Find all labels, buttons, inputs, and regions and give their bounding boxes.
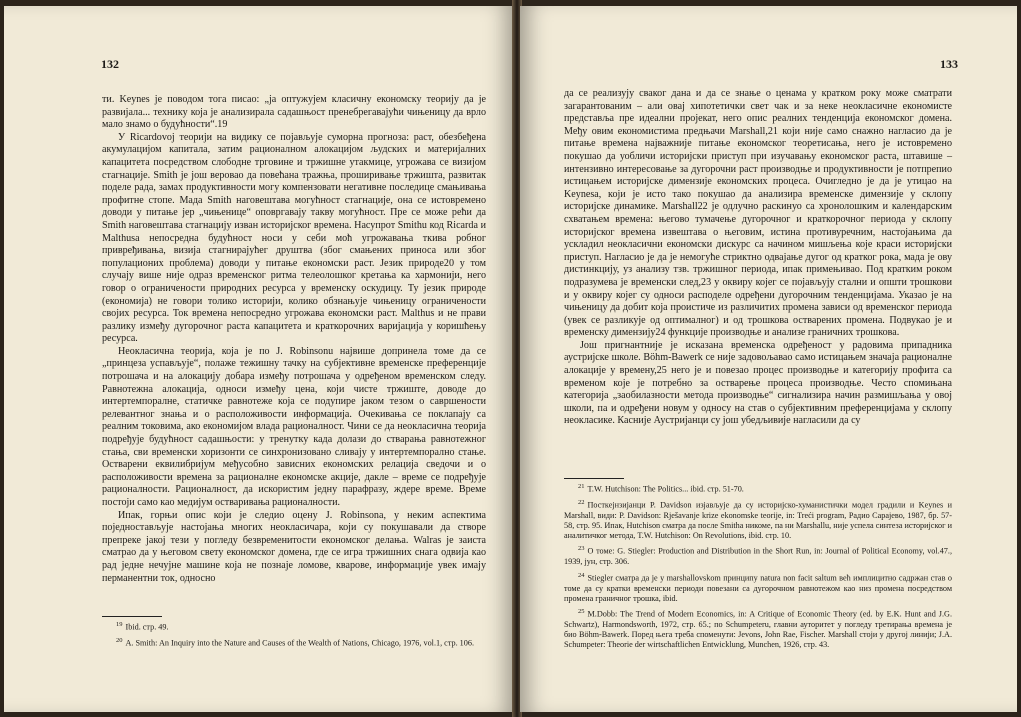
footnote — [102, 636, 486, 649]
right-body-text — [564, 88, 952, 428]
page-number-left: 132 — [101, 57, 119, 71]
footnote-text: A. Smith: An Inquiry into the Nature and Causes of the Wealth of Nations, Chicago, 1976, vol.1, стр. 106. — [125, 638, 475, 648]
left-body-text — [102, 94, 486, 585]
footnote-text: Ibid. стр. 49. — [125, 622, 169, 632]
footnote-number: 21 — [578, 483, 585, 490]
footnote-number: 23 — [578, 545, 585, 553]
footnote — [564, 544, 952, 567]
footnote-text: T.W. Hutchison: The Politics... ibid. стр. 51-70. — [587, 484, 744, 494]
paragraph: Неокласична теорија, која је по J. Robinsonu највише допринела томе да се „принцеза успављује“, полаже тежишну тачку на субјективне временске преференције потрошача и на алокацију добара између потрошача у одређеном временском следу. Равнотежна алокација, односи између цена, који чисте тржиште, доводе до интертемпоралне, статичке равнотеже која се подупире јаком тезом о савршености релевантног знања и о расположивости информација. Очекивања се поклапају са реалним токовима, ако економијом влада рационалност. Чини се да неокласична теорија подређује будућност садашњости: у тренутку када долази до стварања равнотежног стања, сви временски хоризонти се синхронизовано сливају у интертемпорално стање. Остварени еквилибријум међусобно зависних економских релација сведочи и о расположивости времена за рационалне економске акције, дакле – време се подређује рационалности. Рационалност, да искористим једну парафразу, ждере време. Време постоји само као медијум остваривања рационалности. — [102, 345, 486, 508]
left-page — [4, 6, 514, 712]
paragraph: У Ricardovoj теорији на видику се појављује суморна прогноза: раст, обезбеђена акумулацијом капитала, затим рационалном алокацијом људских и материјалних капацитета посредством слободне трговине и тржишне утакмице, угрожава се визијом стагнације. Smith је још веровао да повећана тражња, проширивање тржишта, развитак поделе рада, замах продуктивности могу компензовати негативне последице смањивања профитне стопе. Мада Smith наговештава могућност стагнације, она се истовремено доводи у питање јер „чињенице“ оповргавају такву могућност. Пре се може рећи да Smith наговештава стагнацију изван историјског времена. Насупрот Smithu код Ricarda и Malthusa непосредна будућност носи у себи моћ угрожавања ткива робног привређивања, визија стагнирајућег друштва (због смањених приноса или због популационих проблема) доводи у питање економски раст. Језик природе20 у том случају више није одраз временског ритма телеолошког кретања ка хармонији, него говор о ограничености природних ресурса у временску оскудицу. Ту језик природе (економија) не говори толико историји, колико обзнањује чињеницу ограничености својих ресурса. Ток времена непосредно угрожава економски раст. Malthus и не прави разлику између дугорочног раста капацитета и краткорочних варијација у коришћењу ресурса. — [102, 131, 486, 345]
footnote — [564, 607, 952, 651]
footnote-text: M.Dobb: The Trend of Modern Economics, in: A Critique of Economic Theory (ed. by E.K. Hunt and J.G. Schwartz), Harmondsworth, 1972, стр. 65.; по Schumpeteru, главни ауторитет у погледу третирања времена је био Böhm-Bawerk. Поред њега треба споменути: Jevons, John Rae, Fischer. Marshall стоји у другој линији; J.A. Schumpeter: Theorie der wirtschaftlichen Entwicklung, Munchen, 1926, стр. 43. — [564, 609, 952, 650]
footnote-number: 22 — [578, 498, 585, 506]
footnote — [564, 498, 952, 542]
left-footnotes — [102, 620, 486, 652]
footnote — [564, 571, 952, 604]
page-number-right: 133 — [940, 57, 958, 71]
paragraph: Ипак, горњи опис који је следио оцену J. Robinsona, у неким аспектима поједностављује настојања многих неокласичара, који су покушавали да створе препреке јакој тези у погледу безвременитости економског делања. Walras је заиста сматрао да у његовом свету економског домена, где се игра тржишних снага одвија као рад једне нечујне машине која не познаје ломове, кварове, информације увек имају перманентни ток, односно — [102, 509, 486, 584]
paragraph: Још пригнантније је исказана временска одређеност у радовима припадника аустријске школе. Böhm-Bawerk се није задовољавао само истицањем значаја рационалне алокације у времену,25 него је и повезао процес производње и категорију профита са временом које је потребно за остварење процеса производње. Често спомињана категорија „заобилазности метода производње“ сигнализира начин размишљања у овој школи, па и одређени новум у односу на став о субјективним преференцијама у склопу неокласике. Касније Аустријанци су још убедљивије нагласили да су — [564, 339, 952, 427]
footnote-text: Посткејнзијанци P. Davidson изјављује да су историјско-хуманистички модел градили и Keynes и Marshall, види: P. Davidson: Rješavanje krize ekonomske teorije, in: Treći program, Радио Сарајево, 1987, бр. 57-58, стр. 95. Ипак, Hutchison сматра да после Smitha никоме, па ни Marshallu, није успела синтеза историјског и аналитичког метода, T.W. Hutchison: On Revolutions, ibid. стр. 10. — [564, 500, 952, 541]
paragraph: да се реализују сваког дана и да се знање о ценама у кратком року може сматрати загарантованим – али овај хипотетички свет чак и за неке неокласичне економисте представља пре идеални пројекат, него опис реалних тенденција економског домена. Међу овим економистима предњачи Marshall,21 који није само снажно нагласио да је питање времена најважније питање економског теоретисања, него је истовремено покушао да уобличи историјски приступ при изучавању економског раста, штавише – интензивно интересовање за дугорочни раст производње и продуктивности је потпрепио истицањем историјске димензије економских процеса. Очигледно је да је утицао на Keynesa, који је исто тако покушао да анализира временске димензије у склопу историјске динамике. Marshall22 је одлучно раскинуо са хронолошким и календарским схватањем времена: његово тумачење дугорочног и краткорочног периода у склопу историјског времена извештава о његовим, истина противуречним, настојањима да ускладил неокласични економски дискурс са начином мишљења које краси историјски приступ. Нагласио је да је немогуће стриктно одвајање дугог од кратког рока, мада је ову дистинкцију, уз анализу тзв. тржишног периода, ипак примењивао. Под кратким роком подразумева је временски след,23 у оквиру којег се појављују стални и општи трошкови и у оквиру којег су односи расподеле одређени дугорочним тенденцијама. Указао је на чињеницу да добит која проистиче из различитих промена зависи од временског периода (увек се разликује од оптималног) и од трошкова остварених промена. Подвукао је и временску димензију24 функције производње и анализе граничних трошкова. — [564, 88, 952, 339]
footnote-number: 20 — [116, 636, 123, 644]
footnote — [102, 620, 486, 633]
footnote-text: Stiegler сматра да је у marshallovskom принципу natura non facit saltum већ имплицитно садржан став о томе да су кратки временски периоди повезани са дугорочном равнотежом као низ промена посредством промена граничног трошка, ibid. — [564, 573, 952, 603]
footnote-text: О томе: G. Stiegler: Production and Distribution in the Short Run, in: Journal of Political Economy, vol.47., 1939, јун, стр. 306. — [564, 547, 952, 567]
footnote-number: 25 — [578, 607, 585, 615]
footnote-number: 24 — [578, 571, 585, 579]
footnote-divider — [564, 478, 624, 479]
footnote-divider — [102, 616, 162, 617]
footnote-number: 19 — [116, 621, 123, 628]
right-page — [520, 6, 1017, 712]
paragraph: ти. Keynes је поводом тога писао: „ја оптужујем класичну економску теорију да је развијала... технику која је анализирала садашњост пренебрегавајући чињеницу да врло мало знамо о будућности“.19 — [102, 94, 486, 131]
footnote — [564, 482, 952, 495]
right-footnotes — [564, 482, 952, 654]
